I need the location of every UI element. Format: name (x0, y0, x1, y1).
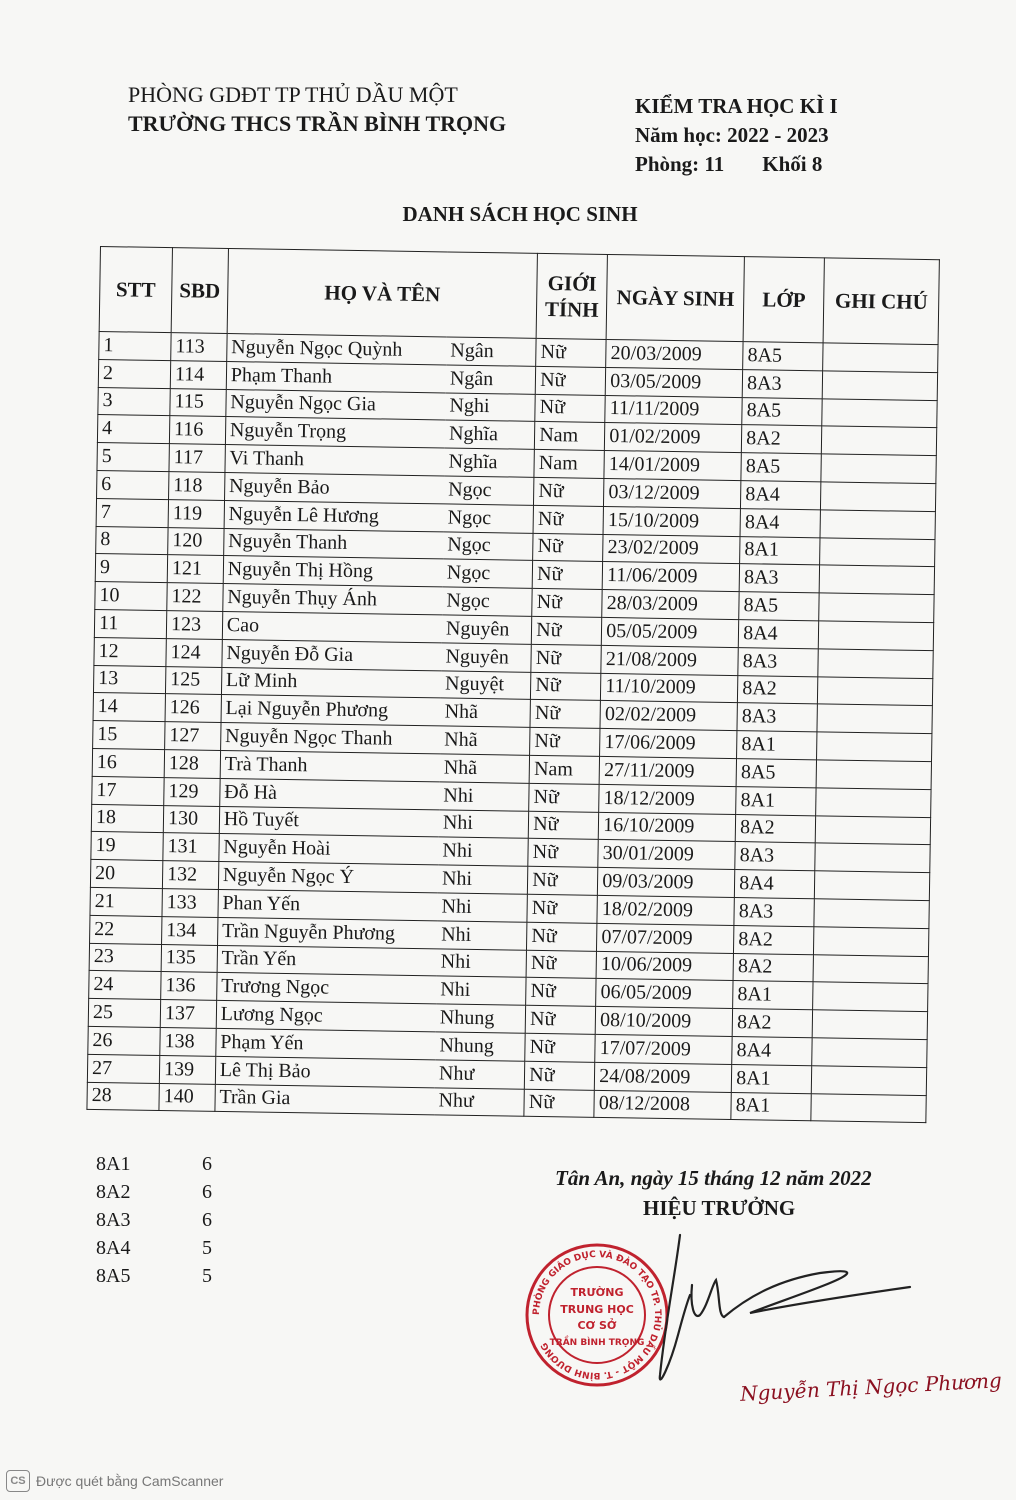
cell-gender: Nữ (532, 561, 602, 590)
cell-family-name: Nguyễn Thị Hồng (223, 556, 443, 587)
cell-gender: Nữ (530, 727, 600, 756)
cell-family-name: Hồ Tuyết (219, 806, 439, 837)
cell-gender: Nữ (533, 505, 603, 534)
cell-class: 8A1 (740, 536, 821, 565)
cell-dob: 03/05/2009 (605, 367, 742, 397)
student-table (86, 246, 939, 1123)
summary-count: 6 (202, 1181, 212, 1203)
cell-given-name: Nhi (437, 948, 527, 977)
cell-dob: 08/12/2008 (594, 1090, 731, 1120)
cell-stt: 11 (94, 609, 166, 638)
cell-gender: Nam (529, 755, 599, 784)
cell-stt: 26 (88, 1026, 160, 1055)
cell-given-name: Nguyệt (441, 670, 531, 699)
cell-sbd: 122 (167, 583, 223, 612)
cell-family-name: Lương Ngọc (216, 1001, 436, 1032)
cell-stt: 5 (97, 443, 169, 472)
place-date: Tân An, ngày 15 tháng 12 năm 2022 (555, 1166, 872, 1190)
cell-sbd: 136 (161, 972, 217, 1001)
cell-stt: 13 (93, 665, 165, 694)
stamp-line3: CƠ SỞ (577, 1319, 617, 1332)
cell-gender: Nữ (525, 1005, 595, 1034)
cell-family-name: Nguyễn Ngọc Gia (226, 389, 446, 420)
cell-given-name: Ngọc (442, 587, 532, 616)
cell-gender: Nữ (531, 644, 601, 673)
summary-class: 8A1 (96, 1153, 131, 1175)
cell-given-name: Ngân (446, 365, 536, 394)
cell-given-name: Nhã (440, 726, 530, 755)
cell-family-name: Nguyễn Trọng (225, 417, 445, 448)
cell-class: 8A5 (736, 759, 817, 788)
header-left (128, 80, 506, 138)
cell-gender: Nữ (535, 366, 605, 395)
cell-dob: 05/05/2009 (602, 617, 739, 647)
cell-family-name: Cao (222, 611, 442, 642)
summary-row (96, 1206, 212, 1234)
cell-class: 8A5 (743, 342, 824, 371)
summary-row (96, 1234, 212, 1262)
cell-stt: 4 (97, 415, 169, 444)
cell-dob: 11/11/2009 (605, 395, 742, 425)
cell-dob: 24/08/2009 (595, 1062, 732, 1092)
cell-dob: 01/02/2009 (605, 423, 742, 453)
page-title: DANH SÁCH HỌC SINH (402, 202, 638, 226)
cell-sbd: 119 (168, 499, 224, 528)
cell-stt: 2 (98, 359, 170, 388)
cell-note (815, 843, 930, 873)
cell-stt: 28 (87, 1082, 159, 1111)
cell-family-name: Trần Gia (215, 1084, 435, 1115)
cell-dob: 03/12/2009 (604, 478, 741, 508)
cell-gender: Nữ (532, 616, 602, 645)
cell-note (817, 704, 932, 734)
cell-sbd: 138 (160, 1027, 216, 1056)
cell-gender: Nữ (528, 866, 598, 895)
cell-sbd: 121 (167, 555, 223, 584)
cell-family-name: Nguyễn Lê Hương (224, 500, 444, 531)
cell-given-name: Ngọc (444, 476, 534, 505)
header-name: HỌ VÀ TÊN (227, 249, 538, 339)
cell-note (819, 621, 934, 651)
cell-class: 8A1 (737, 731, 818, 760)
summary-class: 8A4 (96, 1237, 131, 1259)
cell-stt: 18 (91, 804, 163, 833)
cell-family-name: Trần Yến (217, 945, 437, 976)
cell-sbd: 123 (166, 611, 222, 640)
cell-sbd: 113 (171, 333, 227, 362)
cell-stt: 17 (92, 776, 164, 805)
cell-stt: 7 (96, 498, 168, 527)
camscanner-logo: CS (6, 1470, 30, 1492)
cell-class: 8A4 (738, 620, 819, 649)
cell-class: 8A3 (735, 842, 816, 871)
cell-note (811, 1093, 926, 1123)
cell-family-name: Nguyễn Thụy Ánh (223, 584, 443, 615)
school-name: TRƯỜNG THCS TRẦN BÌNH TRỌNG (128, 111, 507, 136)
summary-class: 8A3 (96, 1209, 131, 1231)
cell-sbd: 128 (164, 750, 220, 779)
cell-class: 8A4 (740, 508, 821, 537)
cell-given-name: Nhi (439, 782, 529, 811)
cell-note (818, 649, 933, 679)
cell-gender: Nam (535, 422, 605, 451)
cell-sbd: 127 (165, 722, 221, 751)
signature-block (555, 1163, 872, 1223)
cell-sbd: 129 (164, 777, 220, 806)
cell-sbd: 118 (169, 472, 225, 501)
room-number: Phòng: 11 (635, 152, 725, 176)
cell-given-name: Nghĩa (444, 448, 534, 477)
cell-gender: Nữ (525, 1033, 595, 1062)
cell-class: 8A2 (738, 675, 819, 704)
cell-class: 8A4 (741, 481, 822, 510)
cell-sbd: 132 (162, 861, 218, 890)
cell-dob: 18/12/2009 (599, 784, 736, 814)
cell-class: 8A1 (736, 786, 817, 815)
cell-note (816, 760, 931, 790)
cell-note (816, 815, 931, 845)
cell-given-name: Nhi (437, 893, 527, 922)
header-stt: STT (99, 247, 172, 333)
cell-note (820, 510, 935, 540)
cell-dob: 18/02/2009 (597, 895, 734, 925)
cell-stt: 22 (90, 915, 162, 944)
cell-note (819, 593, 934, 623)
cell-class: 8A2 (732, 1009, 813, 1038)
summary-row (96, 1262, 212, 1290)
cell-stt: 6 (97, 470, 169, 499)
cell-family-name: Nguyễn Đỗ Gia (222, 639, 442, 670)
cell-dob: 10/06/2009 (596, 951, 733, 981)
cell-note (816, 788, 931, 818)
stamp-ring-text: PHÒNG GIÁO DỤC VÀ ĐÀO TẠO TP. THỦ DẦU MỘT - T. BÌNH DƯƠNG (531, 1249, 663, 1381)
cell-note (815, 871, 930, 901)
cell-note (822, 426, 937, 456)
cell-dob: 15/10/2009 (603, 506, 740, 536)
cell-sbd: 120 (168, 527, 224, 556)
cell-given-name: Ngân (446, 337, 536, 366)
cell-dob: 09/03/2009 (598, 868, 735, 898)
cell-note (814, 899, 929, 929)
cell-sbd: 130 (163, 805, 219, 834)
cell-stt: 20 (90, 860, 162, 889)
cell-note (820, 537, 935, 567)
cell-note (821, 482, 936, 512)
cell-gender: Nữ (524, 1089, 594, 1118)
cell-class: 8A3 (737, 703, 818, 732)
cell-dob: 08/10/2009 (595, 1007, 732, 1037)
cell-stt: 3 (98, 387, 170, 416)
cell-given-name: Nhi (437, 921, 527, 950)
cell-gender: Nữ (536, 338, 606, 367)
summary-row (96, 1150, 212, 1178)
cell-gender: Nữ (526, 950, 596, 979)
school-year: Năm học: 2022 - 2023 (635, 123, 829, 147)
cell-note (812, 1066, 927, 1096)
header-gender-line1: GIỚI (547, 271, 597, 296)
class-summary (96, 1150, 212, 1290)
cell-stt: 24 (89, 971, 161, 1000)
cell-class: 8A4 (732, 1036, 813, 1065)
cell-dob: 27/11/2009 (599, 756, 736, 786)
scanner-watermark-text: Được quét bằng CamScanner (36, 1473, 224, 1489)
cell-dob: 20/03/2009 (606, 339, 743, 369)
cell-stt: 14 (93, 693, 165, 722)
cell-family-name: Phạm Thanh (226, 361, 446, 392)
cell-gender: Nữ (528, 839, 598, 868)
cell-stt: 10 (95, 582, 167, 611)
cell-family-name: Phan Yến (218, 889, 438, 920)
exam-title: KIỂM TRA HỌC KÌ I (635, 94, 838, 118)
cell-stt: 12 (94, 637, 166, 666)
cell-gender: Nữ (533, 533, 603, 562)
cell-dob: 02/02/2009 (600, 701, 737, 731)
cell-family-name: Nguyễn Ngọc Quỳnh (227, 334, 447, 365)
signer-name: Nguyễn Thị Ngọc Phương (739, 1368, 1003, 1406)
cell-family-name: Đỗ Hà (220, 778, 440, 809)
cell-family-name: Lê Thị Bảo (215, 1056, 435, 1087)
cell-family-name: Nguyễn Ngọc Ý (218, 862, 438, 893)
cell-sbd: 124 (166, 638, 222, 667)
cell-class: 8A3 (738, 647, 819, 676)
cell-sbd: 139 (159, 1055, 215, 1084)
cell-dob: 11/10/2009 (601, 673, 738, 703)
cell-class: 8A1 (733, 981, 814, 1010)
cell-sbd: 115 (170, 388, 226, 417)
cell-stt: 25 (88, 999, 160, 1028)
summary-count: 5 (202, 1265, 212, 1287)
cell-sbd: 137 (160, 1000, 216, 1029)
cell-family-name: Vi Thanh (225, 445, 445, 476)
cell-class: 8A2 (735, 814, 816, 843)
cell-given-name: Nhã (440, 698, 530, 727)
cell-gender: Nữ (527, 894, 597, 923)
cell-class: 8A4 (735, 870, 816, 899)
cell-family-name: Nguyễn Ngọc Thanh (220, 723, 440, 754)
cell-class: 8A5 (742, 397, 823, 426)
cell-class: 8A2 (733, 953, 814, 982)
cell-sbd: 140 (159, 1083, 215, 1112)
cell-note (817, 732, 932, 762)
cell-gender: Nữ (530, 700, 600, 729)
cell-note (812, 1010, 927, 1040)
cell-sbd: 117 (169, 444, 225, 473)
cell-family-name: Lữ Minh (221, 667, 441, 698)
cell-given-name: Như (435, 1060, 525, 1089)
stamp-line2: TRUNG HỌC (560, 1303, 634, 1316)
cell-dob: 06/05/2009 (596, 979, 733, 1009)
cell-given-name: Ngọc (443, 559, 533, 588)
cell-sbd: 116 (169, 416, 225, 445)
cell-dob: 17/07/2009 (595, 1034, 732, 1064)
cell-dob: 28/03/2009 (602, 590, 739, 620)
cell-sbd: 135 (161, 944, 217, 973)
cell-note (813, 954, 928, 984)
cell-note (812, 1038, 927, 1068)
summary-count: 5 (202, 1237, 212, 1259)
cell-family-name: Trà Thanh (220, 750, 440, 781)
cell-class: 8A5 (741, 453, 822, 482)
cell-class: 8A2 (734, 925, 815, 954)
cell-dob: 30/01/2009 (598, 840, 735, 870)
cell-stt: 19 (91, 832, 163, 861)
scanner-footer (6, 1470, 223, 1492)
cell-class: 8A3 (742, 369, 823, 398)
cell-given-name: Nguyên (441, 643, 531, 672)
cell-dob: 07/07/2009 (597, 923, 734, 953)
cell-note (813, 982, 928, 1012)
cell-note (823, 371, 938, 401)
cell-family-name: Trương Ngọc (216, 973, 436, 1004)
cell-class: 8A1 (731, 1092, 812, 1121)
header-note: GHI CHÚ (823, 258, 939, 345)
cell-given-name: Nghi (445, 393, 535, 422)
cell-dob: 11/06/2009 (602, 562, 739, 592)
cell-dob: 23/02/2009 (603, 534, 740, 564)
grade-level: Khối 8 (762, 152, 823, 176)
cell-stt: 23 (89, 943, 161, 972)
cell-gender: Nữ (534, 477, 604, 506)
cell-given-name: Nguyên (442, 615, 532, 644)
cell-gender: Nữ (531, 672, 601, 701)
cell-gender: Nam (534, 450, 604, 479)
header-gender (536, 253, 607, 339)
cell-sbd: 126 (165, 694, 221, 723)
signer-role: HIỆU TRƯỞNG (643, 1196, 796, 1220)
header-right (635, 92, 838, 179)
cell-given-name: Nhi (438, 837, 528, 866)
header-class: LỚP (743, 257, 824, 343)
cell-dob: 14/01/2009 (604, 451, 741, 481)
cell-given-name: Nhã (440, 754, 530, 783)
stamp-line4: TRẦN BÌNH TRỌNG (549, 1338, 645, 1348)
cell-sbd: 131 (163, 833, 219, 862)
cell-gender: Nữ (529, 783, 599, 812)
cell-family-name: Nguyễn Thanh (223, 528, 443, 559)
cell-given-name: Nghĩa (445, 420, 535, 449)
summary-class: 8A5 (96, 1265, 131, 1287)
cell-family-name: Trần Nguyễn Phương (217, 917, 437, 948)
cell-given-name: Ngọc (443, 532, 533, 561)
cell-stt: 15 (93, 721, 165, 750)
cell-given-name: Nhung (436, 1004, 526, 1033)
cell-family-name: Phạm Yến (216, 1028, 436, 1059)
cell-dob: 17/06/2009 (600, 729, 737, 759)
cell-stt: 21 (90, 887, 162, 916)
cell-gender: Nữ (527, 922, 597, 951)
cell-class: 8A3 (734, 897, 815, 926)
cell-sbd: 133 (162, 888, 218, 917)
cell-given-name: Nhi (436, 976, 526, 1005)
cell-class: 8A3 (739, 564, 820, 593)
header-gender-line2: TÍNH (544, 296, 599, 322)
cell-stt: 9 (95, 554, 167, 583)
cell-note (814, 927, 929, 957)
cell-class: 8A5 (739, 592, 820, 621)
cell-family-name: Nguyễn Bảo (224, 472, 444, 503)
cell-gender: Nữ (532, 589, 602, 618)
cell-stt: 8 (96, 526, 168, 555)
cell-class: 8A1 (731, 1064, 812, 1093)
cell-gender: Nữ (526, 978, 596, 1007)
cell-sbd: 114 (170, 360, 226, 389)
header-dob: NGÀY SINH (606, 254, 744, 341)
cell-note (822, 398, 937, 428)
cell-gender: Nữ (528, 811, 598, 840)
cell-class: 8A2 (742, 425, 823, 454)
cell-note (818, 676, 933, 706)
summary-row (96, 1178, 212, 1206)
cell-family-name: Lại Nguyễn Phương (221, 695, 441, 726)
table-header-row (99, 247, 939, 345)
cell-note (819, 565, 934, 595)
cell-stt: 27 (87, 1054, 159, 1083)
cell-sbd: 134 (162, 916, 218, 945)
summary-class: 8A2 (96, 1181, 131, 1203)
cell-note (821, 454, 936, 484)
cell-stt: 1 (99, 331, 171, 360)
header-sbd: SBD (171, 248, 228, 334)
cell-dob: 21/08/2009 (601, 645, 738, 675)
cell-given-name: Ngọc (444, 504, 534, 533)
summary-count: 6 (202, 1153, 212, 1175)
cell-given-name: Nhung (435, 1032, 525, 1061)
cell-given-name: Nhi (438, 865, 528, 894)
cell-stt: 16 (92, 748, 164, 777)
summary-count: 6 (202, 1209, 212, 1231)
department-name: PHÒNG GDĐT TP THỦ DẦU MỘT (128, 82, 458, 107)
stamp-line1: TRƯỜNG (570, 1286, 624, 1299)
cell-gender: Nữ (525, 1061, 595, 1090)
cell-note (823, 343, 938, 373)
cell-dob: 16/10/2009 (598, 812, 735, 842)
cell-given-name: Như (434, 1087, 524, 1116)
cell-family-name: Nguyễn Hoài (219, 834, 439, 865)
cell-gender: Nữ (535, 394, 605, 423)
cell-given-name: Nhi (439, 809, 529, 838)
cell-sbd: 125 (165, 666, 221, 695)
